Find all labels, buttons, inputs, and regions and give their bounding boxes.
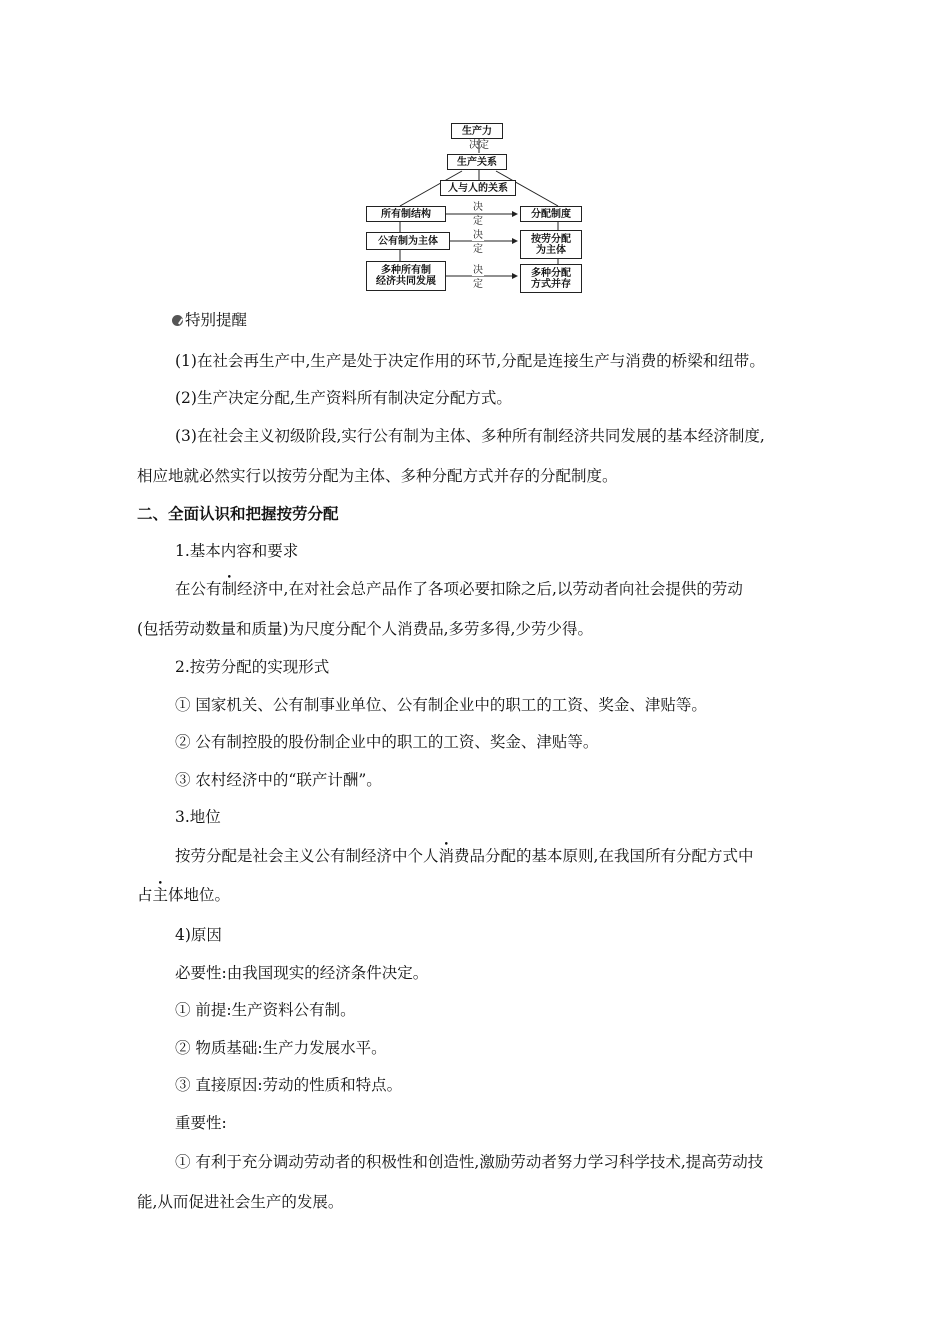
tip-paragraph-3-cont: 相应地就必然实行以按劳分配为主体、多种分配方式并存的分配制度。 <box>137 467 618 485</box>
box-public-main: 公有制为主体 <box>366 232 450 250</box>
necessity-item-1: ① 前提:生产资料公有制。 <box>175 1001 356 1019</box>
necessity-line: 必要性:由我国现实的经济条件决定。 <box>175 964 429 982</box>
pencil-icon <box>172 315 183 326</box>
subsection-3-title: 3.地位 <box>175 808 221 826</box>
box-ownership-structure: 所有制结构 <box>366 206 446 222</box>
text: 在 <box>175 580 191 598</box>
subsection-4-title: 4)原因 <box>175 926 222 944</box>
box-multi-distribution <box>520 264 582 293</box>
subsection-1-paragraph-cont: (包括劳动数量和质量)为尺度分配个人消费品,多劳多得,少劳少得。 <box>137 620 593 638</box>
text: 按劳分配是社会主义公有制经济中 <box>175 847 408 865</box>
box-labor-main-line2: 为主体 <box>536 244 566 256</box>
necessity-item-3: ③ 直接原因:劳动的性质和特点。 <box>175 1076 403 1094</box>
arrow2-label-a: 决 <box>473 230 483 241</box>
box-production-relations: 生产关系 <box>447 154 507 170</box>
arrow3-label-a: 决 <box>473 265 483 276</box>
importance-item-1-cont: 能,从而促进社会生产的发展。 <box>137 1193 344 1211</box>
subsection-3-paragraph-cont <box>0 884 950 906</box>
box-multi-distribution-line1: 多种分配 <box>531 267 571 279</box>
box-labor-main-line1: 按劳分配 <box>531 233 571 245</box>
box-multi-ownership-line1: 多种所有制 <box>381 265 431 276</box>
tip-paragraph-3: (3)在社会主义初级阶段,实行公有制为主体、多种所有制经济共同发展的基本经济制度, <box>175 427 765 445</box>
subsection-3-paragraph <box>0 845 950 867</box>
tip-paragraph-1: (1)在社会再生产中,生产是处于决定作用的环节,分配是连接生产与消费的桥梁和纽带。 <box>175 352 765 370</box>
necessity-item-2: ② 物质基础:生产力发展水平。 <box>175 1039 387 1057</box>
emphasis-text: 占主体 <box>137 886 184 904</box>
box-distribution-system: 分配制度 <box>520 206 582 222</box>
emphasis-text: 公有制经济 • <box>191 580 269 598</box>
importance-line: 重要性: <box>175 1114 227 1132</box>
arrow1-label-a: 决 <box>473 202 483 213</box>
section-heading: 二、全面认识和把握按劳分配 <box>137 505 339 523</box>
arrow3-label-b: 定 <box>473 279 483 290</box>
box-productivity: 生产力 <box>451 123 503 139</box>
subsection-1-paragraph <box>0 578 950 600</box>
subsection-2-item-3: ③ 农村经济中的“联产计酬”。 <box>175 771 382 789</box>
subsection-2-title: 2.按劳分配的实现形式 <box>175 658 330 676</box>
importance-item-1: ① 有利于充分调动劳动者的积极性和创造性,激励劳动者努力学习科学技术,提高劳动技 <box>175 1153 764 1171</box>
text: 分配的基本原则,在我国所有分配方式中 <box>485 847 754 865</box>
label-decides: 决定 <box>469 140 489 151</box>
box-multi-distribution-line2: 方式并存 <box>531 278 571 290</box>
arrow1-label-b: 定 <box>473 216 483 227</box>
box-multi-ownership <box>366 261 446 291</box>
tip-title: 特别提醒 <box>185 311 248 329</box>
subsection-1-title: 1.基本内容和要求 <box>175 542 299 560</box>
tip-heading <box>0 309 950 331</box>
production-relations-diagram <box>362 118 592 300</box>
text: 中,在对社会总产品作了各项必要扣除之后,以劳动者向社会提供的劳动 <box>268 580 743 598</box>
box-people-relations: 人与人的关系 <box>440 180 516 196</box>
box-multi-ownership-line2: 经济共同发展 <box>376 276 436 287</box>
tip-paragraph-2: (2)生产决定分配,生产资料所有制决定分配方式。 <box>175 389 512 407</box>
box-labor-main <box>520 230 582 259</box>
text: 地位。 <box>183 886 231 904</box>
arrow2-label-b: 定 <box>473 244 483 255</box>
subsection-2-item-1: ① 国家机关、公有制事业单位、公有制企业中的职工的工资、奖金、津贴等。 <box>175 696 707 714</box>
subsection-2-item-2: ② 公有制控股的股份制企业中的职工的工资、奖金、津贴等。 <box>175 733 599 751</box>
emphasis-text: 个人消费品 • <box>408 847 486 865</box>
